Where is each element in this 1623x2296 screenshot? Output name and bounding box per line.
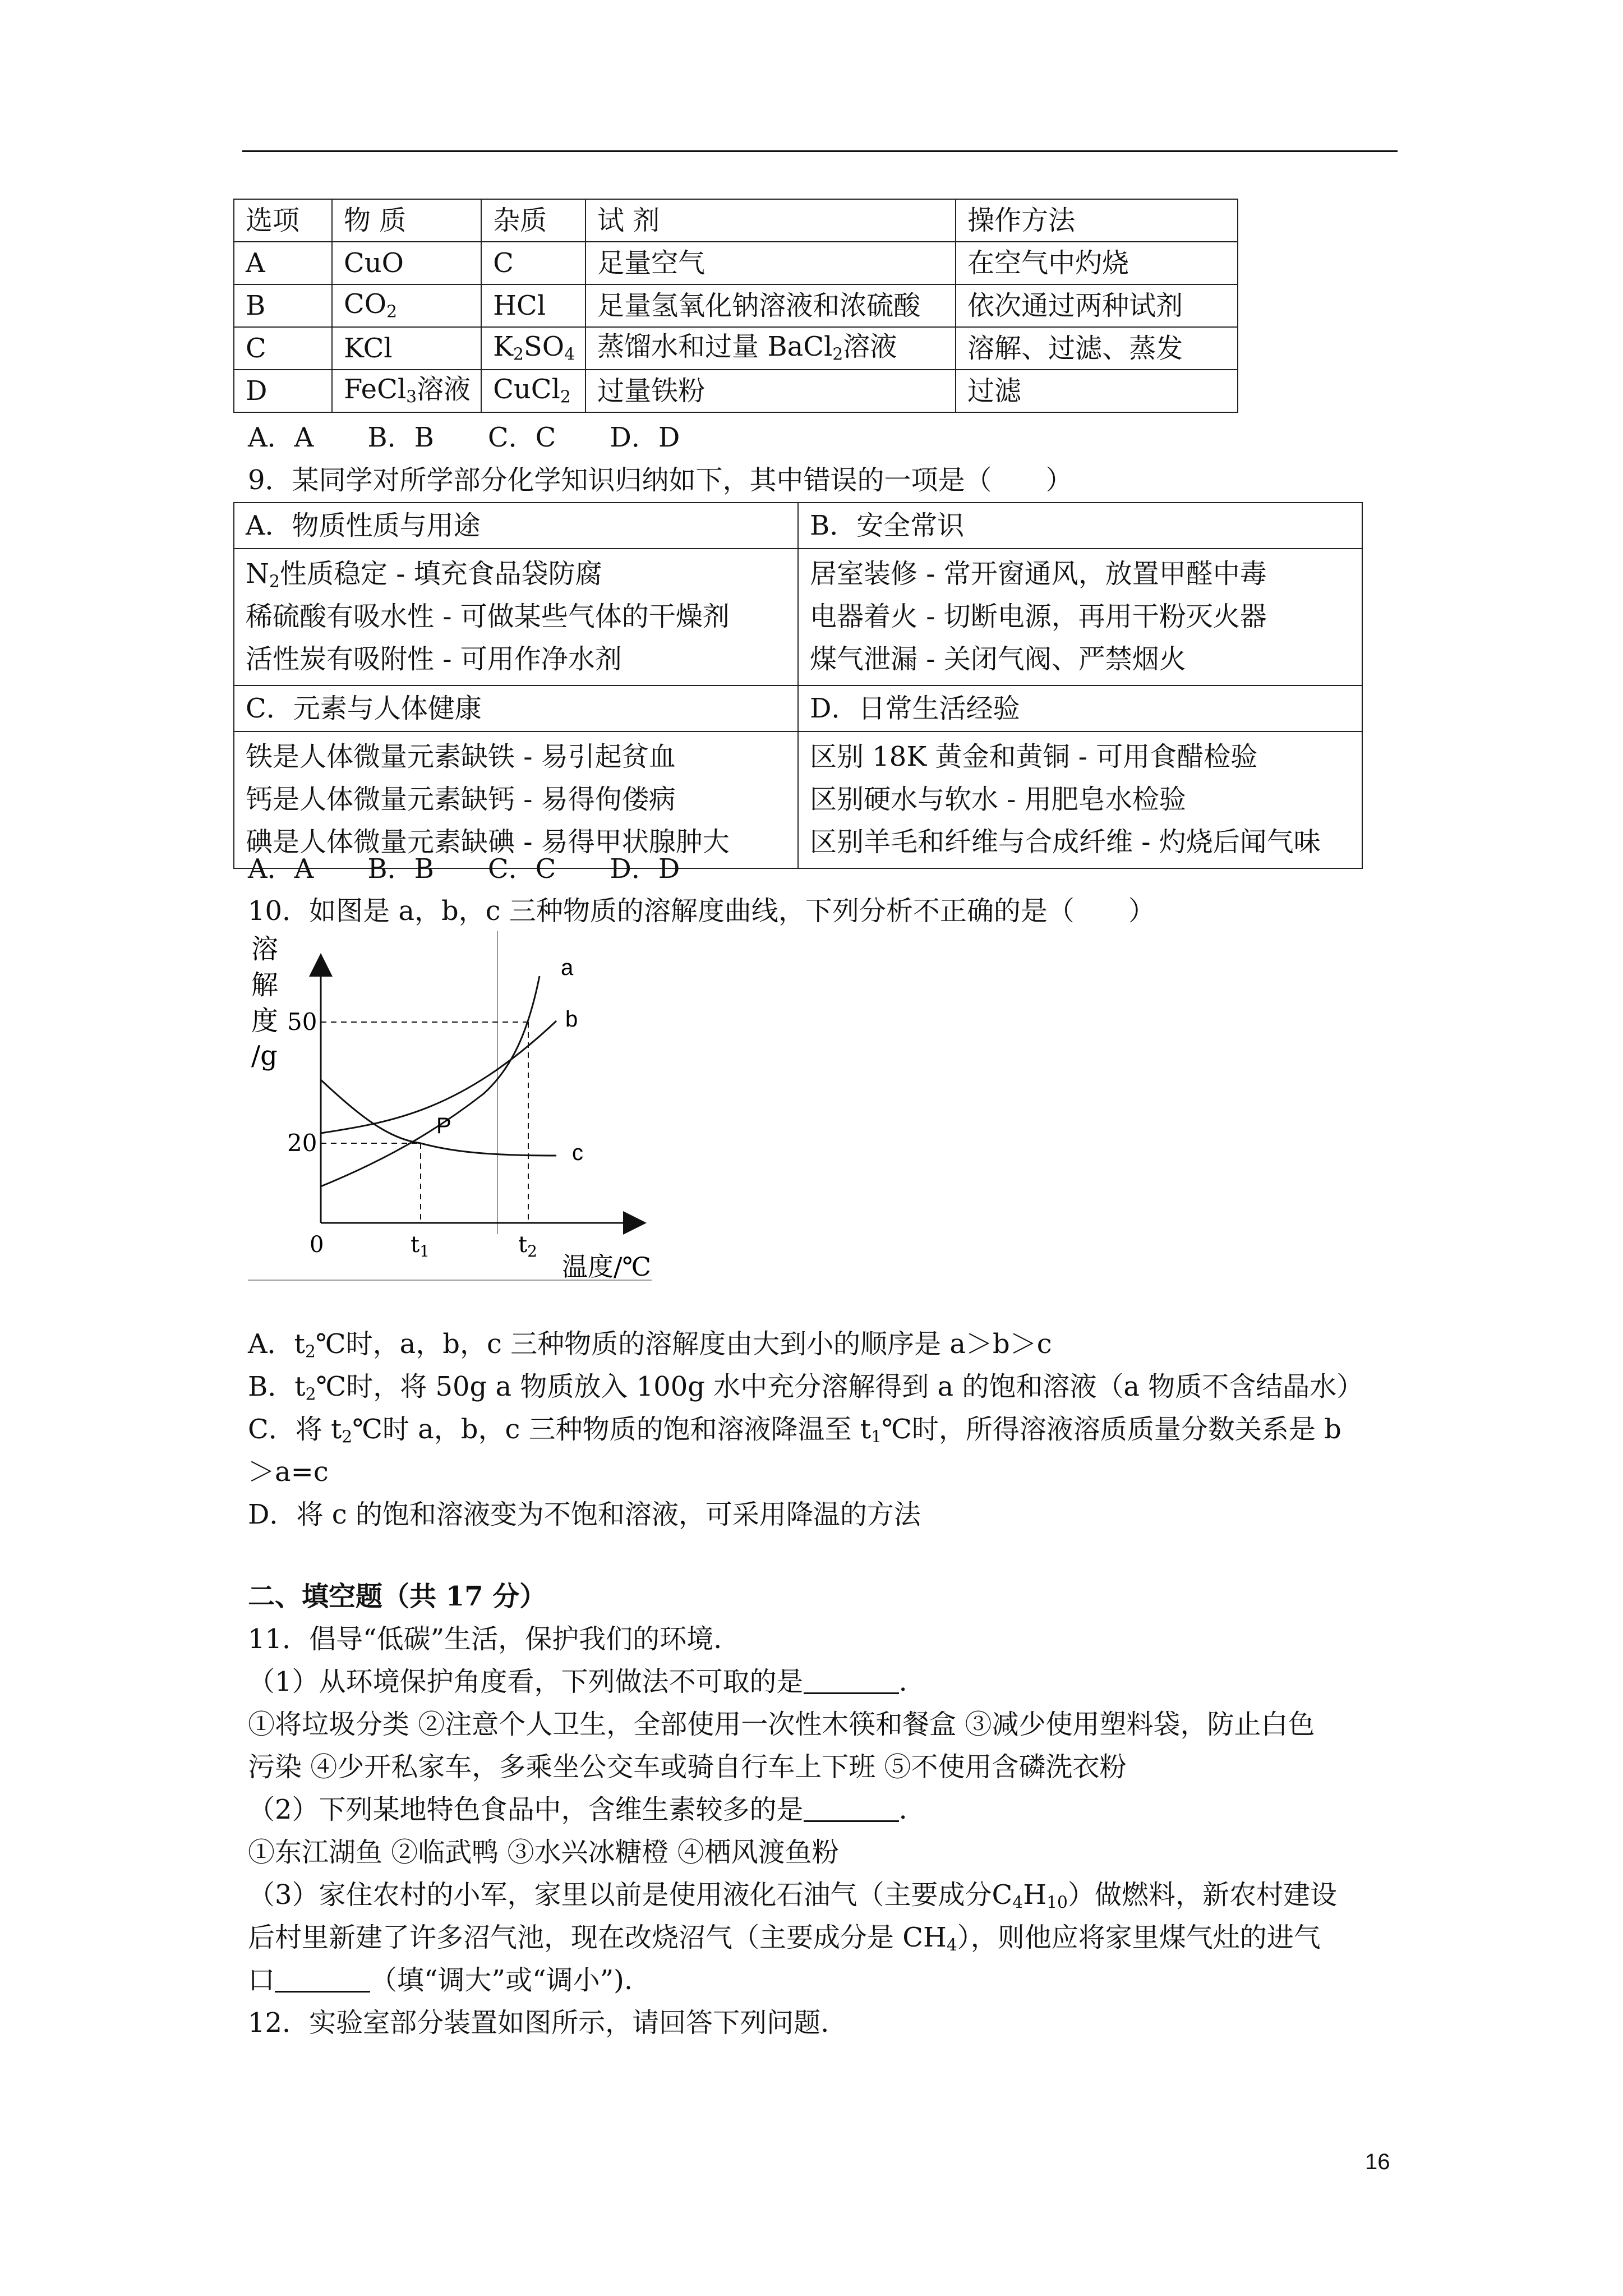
q10-option-c-cont: ＞a=c xyxy=(248,1456,329,1488)
q9-d-head: D．日常生活经验 xyxy=(798,685,1362,731)
q10-option-d: D．将 c 的饱和溶液变为不饱和溶液，可采用降温的方法 xyxy=(248,1499,921,1530)
ylabel-3: 度 xyxy=(251,1005,279,1037)
q10-option-c: C．将 $t_2℃$时 a，b，c 三种物质的饱和溶液降温至 $t_1℃$时，所得溶液溶质质量分数关系是 b xyxy=(248,1414,1341,1447)
cell-substance: KCl xyxy=(332,327,481,370)
q8-answer-options: A．A B．B C．C D．D xyxy=(248,422,680,453)
th-impurity: 杂质 xyxy=(481,199,585,242)
ylabel-1: 溶 xyxy=(251,933,279,965)
solubility-chart xyxy=(248,931,652,1285)
q8-option-table xyxy=(233,199,1238,413)
q10-option-a: A．$t_2℃$时，a，b，c 三种物质的溶解度由大到小的顺序是 a＞b＞c xyxy=(248,1328,1052,1362)
q10-stem: 10．如图是 a，b，c 三种物质的溶解度曲线，下列分析不正确的是（ ） xyxy=(248,895,1155,927)
cell-impurity: CuCl$_2$ xyxy=(481,370,585,412)
page-number: 16 xyxy=(1365,2150,1390,2174)
answer-blank[interactable] xyxy=(804,1670,899,1694)
table-row xyxy=(234,370,1238,412)
q11-stem: 11．倡导“低碳”生活，保护我们的环境. xyxy=(248,1623,722,1655)
q9-c-head: C．元素与人体健康 xyxy=(234,685,798,731)
q12-stem: 12．实验室部分装置如图所示，请回答下列问题. xyxy=(248,2007,829,2039)
th-reagent: 试 剂 xyxy=(585,199,956,242)
table-header-row xyxy=(234,199,1238,242)
ylabel-2: 解 xyxy=(251,969,279,1001)
cell-impurity: $K_2SO_4$ xyxy=(481,327,585,370)
cell-substance: FeCl$_3$溶液 xyxy=(332,370,481,412)
table-row xyxy=(234,327,1238,370)
cell-method: 在空气中灼烧 xyxy=(956,242,1238,284)
q11-part1-options-2: 污染 ④少开私家车，多乘坐公交车或骑自行车上下班 ⑤不使用含磷洗衣粉 xyxy=(248,1751,1127,1783)
cell-option: D xyxy=(234,370,332,412)
q11-part3-line3: 口 （填“调大”或“调小”). xyxy=(248,1964,633,1996)
ytick-20: 20 xyxy=(287,1129,317,1157)
xtick-t2: $t_2$ xyxy=(518,1232,537,1260)
origin-label: 0 xyxy=(310,1232,324,1258)
header-rule xyxy=(242,150,1398,152)
table-row xyxy=(234,284,1238,327)
cell-option: B xyxy=(234,284,332,327)
q11-part1: （1）从环境保护角度看，下列做法不可取的是 . xyxy=(248,1666,907,1697)
q10-option-b: B．$t_2℃$时，将 50g a 物质放入 100g 水中充分溶解得到 a 的饱和溶液（a 物质不含结晶水） xyxy=(248,1371,1364,1405)
q9-a-body: $N_2$性质稳定 - 填充食品袋防腐 稀硫酸有吸水性 - 可做某些气体的干燥剂 活性炭有吸附性 - 可用作净水剂 xyxy=(234,549,798,685)
q9-a-head: A．物质性质与用途 xyxy=(234,503,798,549)
q9-b-head: B．安全常识 xyxy=(798,503,1362,549)
answer-blank[interactable] xyxy=(275,1968,370,1993)
ytick-50: 50 xyxy=(287,1008,317,1036)
q9-stem: 9．某同学对所学部分化学知识归纳如下，其中错误的一项是（ ） xyxy=(248,464,1073,496)
cell-reagent: 足量空气 xyxy=(585,242,956,284)
q9-summary-table xyxy=(233,502,1363,869)
q9-c-body: 铁是人体微量元素缺铁 - 易引起贫血 钙是人体微量元素缺钙 - 易得佝偻病 碘是人体微量元素缺碘 - 易得甲状腺肿大 xyxy=(234,731,798,868)
q9-d-body: 区别 18K 黄金和黄铜 - 可用食醋检验 区别硬水与软水 - 用肥皂水检验 区别羊毛和纤维与合成纤维 - 灼烧后闻气味 xyxy=(798,731,1362,868)
q11-part1-options-1: ①将垃圾分类 ②注意个人卫生，全部使用一次性木筷和餐盒 ③减少使用塑料袋，防止白色 xyxy=(248,1709,1315,1740)
cell-reagent: 过量铁粉 xyxy=(585,370,956,412)
answer-blank[interactable] xyxy=(804,1798,899,1822)
ylabel-4: /g xyxy=(251,1040,278,1071)
cell-reagent: 足量氢氧化钠溶液和浓硫酸 xyxy=(585,284,956,327)
cell-substance: CuO xyxy=(332,242,481,284)
xlabel: 温度/℃ xyxy=(562,1251,651,1282)
cell-impurity: C xyxy=(481,242,585,284)
cell-option: A xyxy=(234,242,332,284)
cell-reagent: 蒸馏水和过量 BaCl$_2$溶液 xyxy=(585,327,956,370)
th-option: 选项 xyxy=(234,199,332,242)
q9-answer-options: A．A B．B C．C D．D xyxy=(248,853,680,885)
q11-part2: （2）下列某地特色食品中，含维生素较多的是 . xyxy=(248,1794,907,1825)
label-b: b xyxy=(565,1007,578,1032)
q11-part3-line1: （3）家住农村的小军，家里以前是使用液化石油气（主要成分$C_4H_{10}$）做燃料，新农村建设 xyxy=(248,1879,1337,1913)
th-substance: 物 质 xyxy=(332,199,481,242)
label-a: a xyxy=(561,955,574,980)
cell-method: 溶解、过滤、蒸发 xyxy=(956,327,1238,370)
q11-part2-options: ①东江湖鱼 ②临武鸭 ③水兴冰糖橙 ④栖风渡鱼粉 xyxy=(248,1837,839,1868)
point-p-label: P xyxy=(436,1114,451,1138)
q11-part3-line2: 后村里新建了许多沼气池，现在改烧沼气（主要成分是 $CH_4$），则他应将家里煤气灶的进气 xyxy=(248,1922,1321,1955)
xtick-t1: $t_1$ xyxy=(411,1232,430,1260)
cell-option: C xyxy=(234,327,332,370)
cell-method: 过滤 xyxy=(956,370,1238,412)
th-method: 操作方法 xyxy=(956,199,1238,242)
label-c: c xyxy=(572,1140,583,1165)
cell-method: 依次通过两种试剂 xyxy=(956,284,1238,327)
section2-title: 二、填空题（共 17 分） xyxy=(248,1581,547,1612)
cell-impurity: HCl xyxy=(481,284,585,327)
table-row xyxy=(234,242,1238,284)
q9-b-body: 居室装修 - 常开窗通风，放置甲醛中毒 电器着火 - 切断电源，再用干粉灭火器 煤气泄漏 - 关闭气阀、严禁烟火 xyxy=(798,549,1362,685)
cell-substance: $CO_2$ xyxy=(332,284,481,327)
